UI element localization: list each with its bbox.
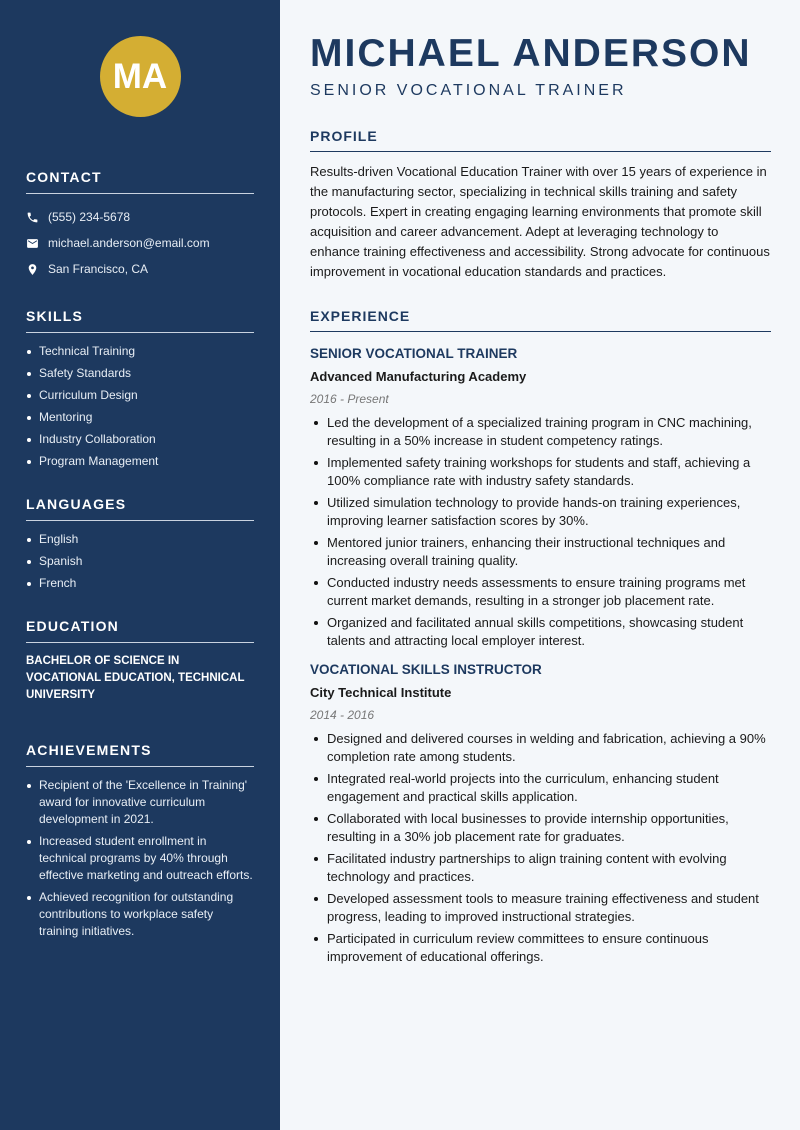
job-title: SENIOR VOCATIONAL TRAINER [310, 346, 518, 361]
education-section [26, 618, 254, 704]
job-bullet: Organized and facilitated annual skills competitions, showcasing student talents and attracting local employer interest. [310, 614, 771, 650]
job-dates: 2016 - Present [310, 392, 389, 406]
job-bullet: Conducted industry needs assessments to ensure training programs met current market demands, resulting in a stronger job placement rate. [310, 574, 771, 610]
profile-text: Results-driven Vocational Education Trainer with over 15 years of experience in the manufacturing sector, specializing in technical skills training and safety protocols. Expert in creating engaging learning environments that promote skill acquisition and career advancement. Adept at leveraging technology to enhance training effectiveness and accessibility. Strong advocate for continuous improvement in vocational education standards and practices. [310, 164, 770, 279]
experience-section [310, 308, 771, 966]
candidate-role: SENIOR VOCATIONAL TRAINER [310, 82, 627, 99]
sidebar [0, 0, 280, 1130]
section-heading: LANGUAGES [26, 496, 254, 521]
job-bullet: Participated in curriculum review committees to ensure continuous improvement of educational offerings. [310, 930, 771, 966]
profile-section [310, 128, 771, 282]
phone-icon [26, 211, 39, 224]
job-company: Advanced Manufacturing Academy [310, 369, 527, 384]
main-content [310, 0, 771, 970]
job-bullet: Collaborated with local businesses to provide internship opportunities, resulting in a 30% job placement rate for graduates. [310, 810, 771, 846]
achievement-item: Increased student enrollment in technical programs by 40% through effective marketing and outreach efforts. [26, 833, 254, 884]
skill-item: Safety Standards [26, 365, 254, 382]
job-entry [310, 662, 771, 966]
contact-email [26, 230, 254, 256]
skill-item: Industry Collaboration [26, 431, 254, 448]
candidate-name: MICHAEL ANDERSON [310, 32, 752, 75]
section-heading: EDUCATION [26, 618, 254, 643]
phone-text: (555) 234-5678 [48, 210, 131, 224]
languages-section [26, 496, 254, 592]
job-title: VOCATIONAL SKILLS INSTRUCTOR [310, 662, 542, 677]
skill-item: Program Management [26, 453, 254, 470]
job-bullet: Designed and delivered courses in welding and fabrication, achieving a 90% completion rate among students. [310, 730, 771, 766]
job-dates: 2014 - 2016 [310, 708, 375, 722]
skill-item: Mentoring [26, 409, 254, 426]
section-heading: ACHIEVEMENTS [26, 742, 254, 767]
achievements-section [26, 742, 254, 940]
job-bullet: Facilitated industry partnerships to align training content with evolving technology and practices. [310, 850, 771, 886]
contact-section [26, 169, 254, 282]
job-bullet: Mentored junior trainers, enhancing their instructional techniques and increasing overall training quality. [310, 534, 771, 570]
email-icon [26, 237, 39, 250]
achievement-item: Achieved recognition for outstanding contributions to workplace safety training initiatives. [26, 889, 254, 940]
section-heading: SKILLS [26, 308, 254, 333]
section-heading: EXPERIENCE [310, 308, 771, 332]
job-bullet: Implemented safety training workshops for students and staff, achieving a 100% compliance rate with industry safety standards. [310, 454, 771, 490]
language-item: French [26, 575, 254, 592]
language-item: Spanish [26, 553, 254, 570]
contact-phone [26, 204, 254, 230]
avatar-initials: MA [100, 36, 181, 117]
job-bullet: Developed assessment tools to measure training effectiveness and student progress, leading to improved instructional strategies. [310, 890, 771, 926]
language-item: English [26, 531, 254, 548]
job-bullet: Utilized simulation technology to provide hands-on training experiences, improving learner satisfaction scores by 30%. [310, 494, 771, 530]
contact-location [26, 256, 254, 282]
location-text: San Francisco, CA [48, 262, 149, 276]
email-text[interactable]: michael.anderson@email.com [48, 236, 210, 250]
section-heading: PROFILE [310, 128, 771, 152]
job-company: City Technical Institute [310, 685, 452, 700]
location-pin-icon [26, 263, 39, 276]
job-bullet: Integrated real-world projects into the curriculum, enhancing student engagement and practical skills application. [310, 770, 771, 806]
skill-item: Technical Training [26, 343, 254, 360]
section-heading: CONTACT [26, 169, 254, 194]
skill-item: Curriculum Design [26, 387, 254, 404]
education-degree: BACHELOR OF SCIENCE IN VOCATIONAL EDUCATION, TECHNICAL UNIVERSITY [26, 655, 245, 701]
job-entry [310, 346, 771, 650]
skills-section [26, 308, 254, 470]
job-bullet: Led the development of a specialized training program in CNC machining, resulting in a 50% increase in student competency ratings. [310, 414, 771, 450]
achievement-item: Recipient of the 'Excellence in Training' award for innovative curriculum development in 2021. [26, 777, 254, 828]
